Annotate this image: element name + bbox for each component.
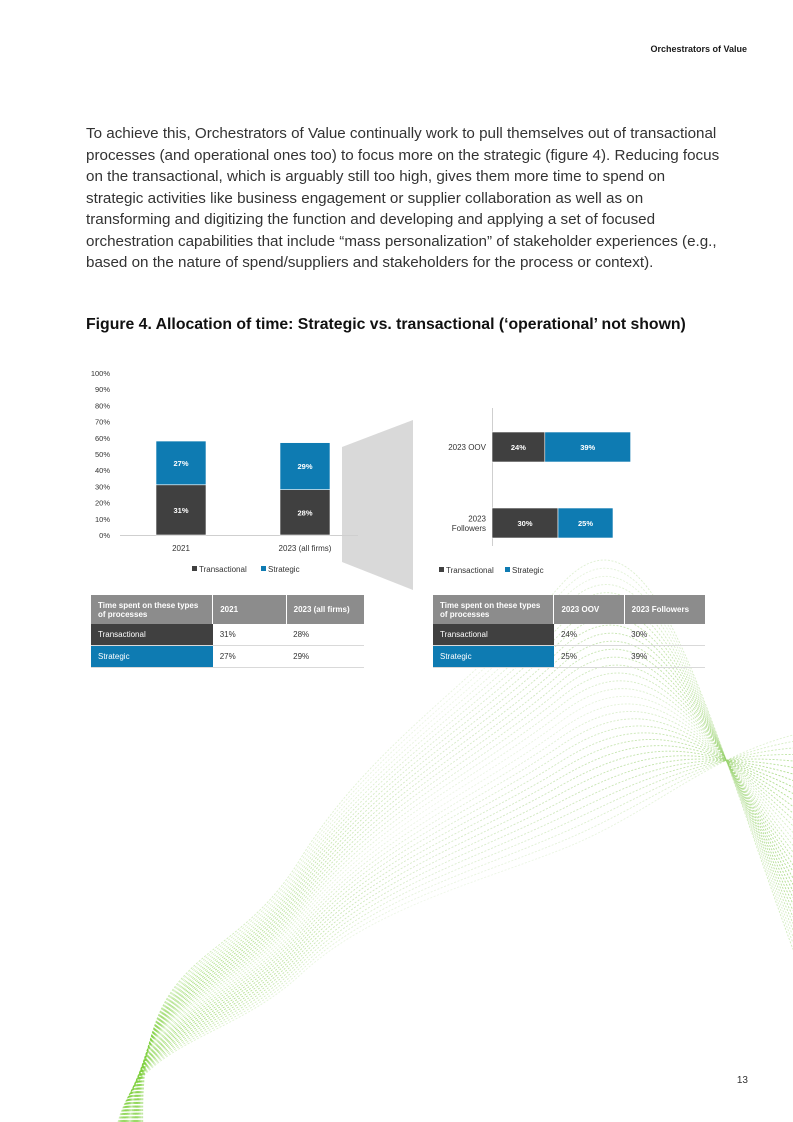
figure-title: Figure 4. Allocation of time: Strategic vs. transactional (‘operational’ not shown) <box>86 316 686 333</box>
y-tick-label: 70% <box>94 417 110 427</box>
wave-line <box>139 601 793 1122</box>
left-table-header-label: Time spent on these types of processes <box>91 595 213 624</box>
y-category-label: 2023 OOV <box>448 443 486 452</box>
row-label-transactional: Transactional <box>433 624 554 646</box>
right-stacked-bar-chart <box>439 408 631 575</box>
y-tick-label: 60% <box>94 433 110 443</box>
bar-data-label: 27% <box>173 458 189 468</box>
y-tick-label: 50% <box>94 450 110 459</box>
bar-data-label: 29% <box>297 462 313 472</box>
table-cell: 31% <box>213 624 286 646</box>
zoom-connector-shape <box>342 420 413 590</box>
bar-data-label: 39% <box>580 443 596 452</box>
y-tick-label: 10% <box>94 514 110 524</box>
legend-swatch-strategic <box>505 567 510 572</box>
y-tick-label: 90% <box>94 385 110 395</box>
wave-line <box>127 726 793 1122</box>
legend-label: Strategic <box>512 566 544 575</box>
table-row <box>433 646 705 668</box>
page-number: 13 <box>736 1075 748 1086</box>
wave-line <box>132 681 793 1122</box>
wave-line <box>120 748 793 1122</box>
table-cell: 39% <box>624 646 705 668</box>
legend-label: Strategic <box>268 565 300 574</box>
right-table-header-oov: 2023 OOV <box>554 595 624 624</box>
wave-line <box>130 696 793 1122</box>
y-category-label: 2023 <box>468 514 486 524</box>
bar-data-label: 25% <box>577 519 594 528</box>
wave-line <box>121 759 793 1122</box>
legend-label: Transactional <box>446 566 494 575</box>
y-tick-label: 100% <box>90 369 110 378</box>
wave-line <box>119 742 793 1122</box>
legend-swatch-transactional <box>192 566 197 571</box>
wave-line <box>129 711 793 1122</box>
y-category-label: Followers <box>451 524 486 533</box>
right-table-header-label: Time spent on these types of processes <box>433 595 554 624</box>
wave-line <box>120 754 793 1122</box>
y-tick-label: 30% <box>94 482 110 492</box>
left-table-header-2023: 2023 (all firms) <box>286 595 364 624</box>
table-row <box>91 646 364 668</box>
table-cell: 29% <box>286 646 364 668</box>
table-row <box>433 624 705 646</box>
right-data-table <box>433 595 705 668</box>
right-table-header-followers: 2023 Followers <box>624 595 705 624</box>
wave-line <box>118 735 793 1122</box>
bar-data-label: 30% <box>517 519 533 528</box>
wave-line <box>132 673 793 1122</box>
wave-line <box>137 625 793 1122</box>
legend-swatch-strategic <box>261 566 266 571</box>
table-cell: 24% <box>554 624 624 646</box>
running-header: Orchestrators of Value <box>650 44 747 54</box>
row-label-transactional: Transactional <box>91 624 213 646</box>
left-stacked-column-chart <box>91 369 358 574</box>
row-label-strategic: Strategic <box>91 646 213 668</box>
wave-line <box>125 746 793 1122</box>
wave-line <box>123 756 793 1122</box>
bar-data-label: 28% <box>297 508 313 518</box>
table-row <box>91 624 364 646</box>
x-category-label: 2021 <box>172 544 190 553</box>
y-tick-label: 80% <box>94 401 110 411</box>
wave-line <box>134 657 793 1122</box>
legend-label: Transactional <box>199 565 247 574</box>
legend-swatch-transactional <box>439 567 444 572</box>
wave-line <box>128 719 793 1122</box>
table-cell: 25% <box>554 646 624 668</box>
wave-line <box>131 689 793 1122</box>
bar-data-label: 31% <box>173 505 189 515</box>
wave-line <box>140 593 793 1122</box>
x-category-label: 2023 (all firms) <box>278 544 332 553</box>
body-paragraph: To achieve this, Orchestrators of Value continually work to pull themselves out of transactional processes (and operational ones too) to focus more on the strategic (figure 4). Reducing focus on the transactional, which is arguably still too high, gives them more time to spend on strategic activities like business engagement or supplier collaboration as well as on transforming and digitizing the function and developing and applying a set of focused orchestration capabilities that include “mass personalization” of stakeholder experiences (e.g., based on the nature of spend/suppliers and stakeholders for the process or context). <box>86 125 720 271</box>
y-tick-label: 20% <box>94 498 110 508</box>
wave-line <box>126 739 793 1122</box>
bar-data-label: 24% <box>510 443 526 452</box>
wave-line <box>123 759 793 1122</box>
wave-line <box>126 733 793 1122</box>
wave-line <box>136 633 793 1122</box>
y-tick-label: 40% <box>94 466 110 476</box>
wave-line <box>129 704 793 1122</box>
y-tick-label: 0% <box>99 531 110 540</box>
left-table-header-2021: 2021 <box>213 595 286 624</box>
row-label-strategic: Strategic <box>433 646 554 668</box>
wave-line <box>124 751 793 1122</box>
wave-line <box>135 649 793 1122</box>
left-data-table <box>91 595 364 668</box>
table-cell: 30% <box>624 624 705 646</box>
wave-line <box>133 665 793 1122</box>
table-cell: 27% <box>213 646 286 668</box>
table-cell: 28% <box>286 624 364 646</box>
